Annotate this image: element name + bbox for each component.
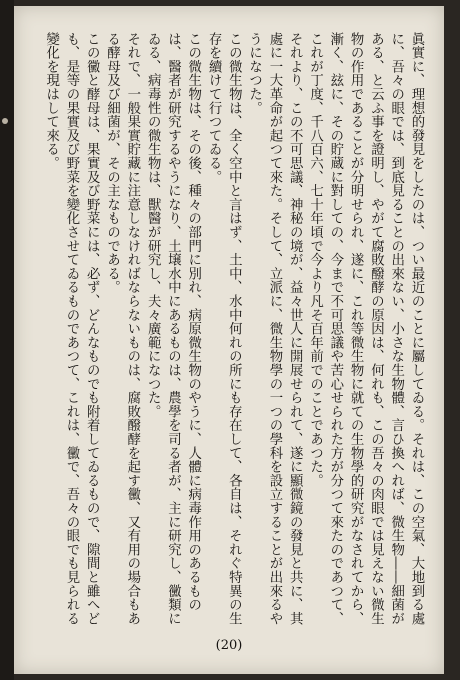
page-number: (20) [215,638,243,653]
paragraph-2: それより、この不可思議、神秘の境が、益々世人に開展せられて、遂に顯微鏡の發見と共に、其處に一大革命が起つて來た。そして、立派に、微生物學の一つの學科を設立することが出來るやうになつた。 [246,32,303,626]
binding-edge [0,0,14,680]
paragraph-1: 眞實に、理想的發見をしたのは、つい最近のことに屬してゐる。それは、この空氣、大地到る處に、吾々の眼では、到底見ることの出來ない、小さな生物體、言ひ換へれば、微生物――細菌がある、と云ふ事を證明し、やがて腐敗醱酵の原因は、何れも、この吾々の肉眼では見えない微生物の作用であることが分明せられ、遂に、これ等微生物に就ての生物學的研究がなされてから、漸く、玆に、その貯蔵に對しての、今まで不可思議や苦心せられた方が分つて來たのであつて、これが丁度、千八百六、七十年頃で今より凡そ百年前でのことであつた。 [307,32,424,626]
margin-mark [2,118,8,124]
paragraph-6: この黴と酵母は、果實及び野菜には、必ず、どんなものでも附着してゐるもので、隙間と雖へども、是等の果實及び野菜を變化させてゐるものであつて、これは、黴で、吾々の眼でも見られる變化を現はして來る。 [43,32,100,626]
paragraph-5: それで、一般果實貯藏に注意しなければならないものは、腐敗醱酵を起す黴、又有用の場合もある酵母及び細菌が、その主なものである。 [104,32,140,626]
body-text [43,32,426,632]
paragraph-4: この微生物は、その後、種々の部門に別れ、病原微生物のやうに、人體に病毒作用のあるものは、醫者が研究するやうになり、土壌水中にあるものは、農學を司る者が、主に研究し、黴類にゐる、病毒性の微生物は、獸醫が研究し、夫々廣範になつた。 [145,32,201,626]
book-page [14,6,444,674]
paragraph-3: この微生物は、全く空中と言はず、土中、水中何れの所にも存在して、各自は、それぐ特異の生存を續けて行つてゐる。 [206,32,242,626]
